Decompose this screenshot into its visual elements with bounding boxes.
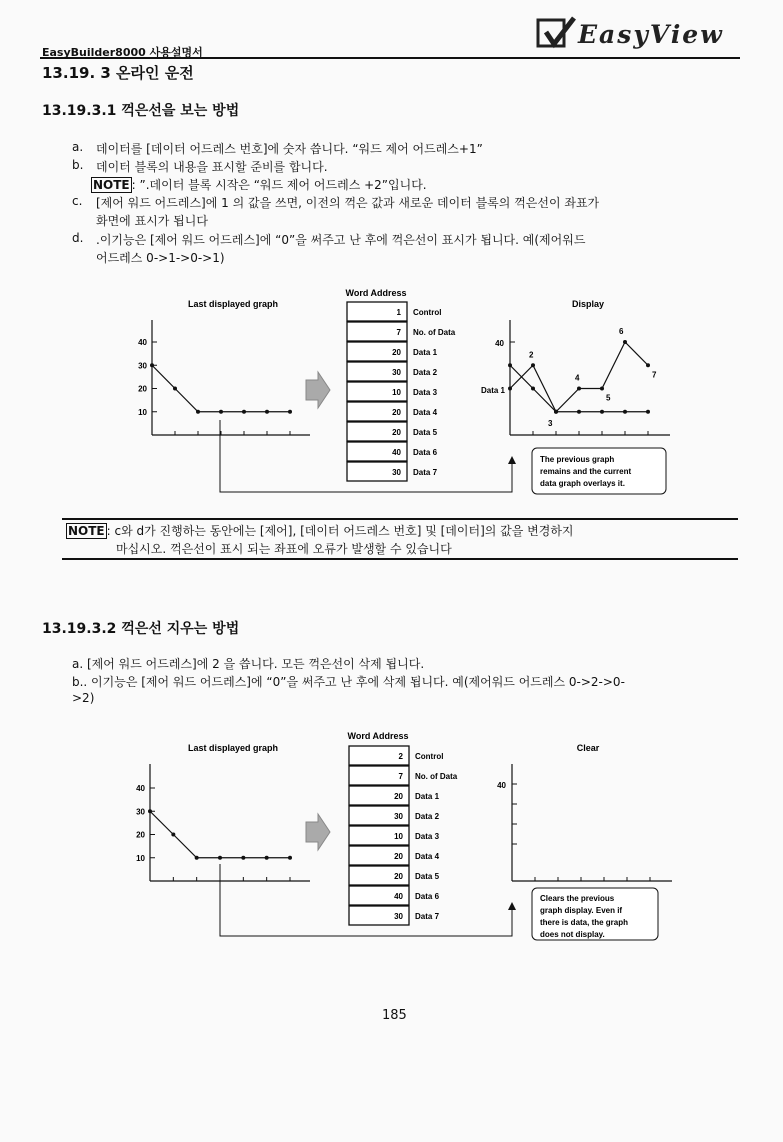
word-value: 20	[394, 792, 403, 801]
fig2-callout-line: Clears the previous	[540, 894, 615, 903]
previous-series-point	[623, 410, 627, 414]
item-d-text-1: .이기능은 [제어 워드 어드레스]에 “0”을 써주고 난 후에 꺽은선이 표시가 됩니다. 예(제어워드	[96, 233, 586, 247]
word-label: Data 1	[415, 792, 440, 801]
subsection-2-title: 13.19.3.2 꺽은선 지우는 방법	[42, 621, 240, 637]
last-series-point	[288, 856, 292, 860]
word-label: Data 5	[413, 428, 438, 437]
previous-series-point	[531, 387, 535, 391]
y-tick-label: 30	[138, 361, 147, 371]
manual-title: EasyBuilder8000 사용설명서	[42, 46, 203, 59]
item-d-text-2: 어드레스 0->1->0->1)	[96, 251, 225, 265]
note-2-label: NOTE	[68, 524, 105, 538]
last-series-point	[173, 387, 177, 391]
last-series-line	[150, 811, 290, 858]
current-series-point	[554, 410, 558, 414]
word-value: 10	[394, 832, 403, 841]
subsection-1-title: 13.19.3.1 꺽은선을 보는 방법	[42, 103, 240, 119]
fig2-left-title: Last displayed graph	[187, 743, 279, 753]
fig2-right-y40: 40	[497, 781, 506, 790]
fig1-word-title: Word Address	[345, 288, 407, 298]
y-tick-label: 40	[138, 338, 147, 347]
last-series-point	[265, 856, 269, 860]
current-series-point	[600, 387, 604, 391]
previous-series-point	[508, 363, 512, 367]
point-label: 2	[529, 350, 534, 360]
fig1-callout-line: remains and the current	[540, 467, 632, 476]
last-series-point	[150, 363, 154, 367]
point-label: 4	[575, 373, 580, 383]
fig1-right-title: Display	[571, 299, 605, 309]
word-label: No. of Data	[415, 772, 458, 781]
word-value: 7	[398, 772, 403, 781]
word-value: 7	[396, 328, 401, 337]
word-value: 2	[398, 752, 403, 761]
fig1-left-title: Last displayed graph	[187, 299, 279, 309]
fig1-callout-line: The previous graph	[540, 455, 615, 464]
word-label: Data 6	[413, 448, 438, 457]
note-2-text-2: 마십시오. 꺽은선이 표시 되는 좌표에 오류가 발생할 수 있습니다	[116, 542, 452, 556]
figure-1	[0, 280, 783, 500]
word-label: Control	[413, 308, 442, 317]
previous-series-point	[577, 410, 581, 414]
item-c-text-1: [제어 워드 어드레스]에 1 의 값을 쓰면, 이전의 꺽은 값과 새로운 데이터 블록의 꺽은선이 좌표가	[96, 196, 600, 210]
item-a-label: a.	[72, 140, 84, 154]
note-1-text: : ”.데이터 블록 시작은 “워드 제어 어드레스 +2”입니다.	[131, 178, 427, 192]
word-value: 40	[392, 448, 401, 457]
current-series-point	[531, 363, 535, 367]
item-c-text-2: 화면에 표시가 됩니다	[96, 214, 208, 228]
y-tick-label: 40	[136, 784, 145, 793]
fig2-callout-line: does not display.	[540, 930, 605, 939]
last-series-point	[171, 833, 175, 837]
last-series-point	[241, 856, 245, 860]
item-b-text: 데이터 블록의 내용을 표시할 준비를 합니다.	[96, 160, 328, 174]
word-label: Control	[415, 752, 444, 761]
word-value: 1	[396, 308, 401, 317]
word-value: 30	[394, 912, 403, 921]
fig2-word-title: Word Address	[347, 731, 409, 741]
note-1	[91, 176, 427, 193]
fig2-connector-arrow-icon	[508, 902, 516, 910]
current-series-point	[577, 387, 581, 391]
word-value: 30	[394, 812, 403, 821]
previous-series-point	[646, 410, 650, 414]
last-series-point	[219, 410, 223, 414]
y-tick-label: 20	[138, 384, 147, 394]
word-label: Data 5	[415, 872, 440, 881]
word-value: 20	[392, 348, 401, 357]
logo-text: EasyView	[578, 20, 724, 49]
item-d-label: d.	[72, 231, 84, 245]
fig1-callout-line: data graph overlays it.	[540, 479, 625, 488]
fig1-data1-label: Data 1	[480, 386, 505, 395]
word-value: 10	[392, 388, 401, 397]
y-tick-label: 10	[138, 407, 147, 417]
word-label: Data 3	[415, 832, 440, 841]
word-label: Data 4	[415, 852, 440, 861]
last-series-point	[196, 410, 200, 414]
word-label: Data 1	[413, 348, 438, 357]
word-value: 20	[394, 852, 403, 861]
word-label: Data 7	[415, 912, 440, 921]
sub2-item-b-2: >2)	[72, 691, 95, 705]
current-series-point	[508, 387, 512, 391]
y-tick-label: 30	[136, 807, 145, 817]
fig1-connector-arrow-icon	[508, 456, 516, 464]
previous-series-point	[600, 410, 604, 414]
point-label: 5	[606, 393, 611, 403]
easyview-logo	[534, 14, 734, 54]
y-tick-label: 10	[136, 853, 145, 863]
item-b-label: b.	[72, 158, 84, 172]
section-title: 13.19. 3 온라인 운전	[42, 64, 194, 82]
word-label: Data 4	[413, 408, 438, 417]
item-c-label: c.	[72, 194, 83, 208]
current-series-point	[623, 340, 627, 344]
figure-2	[0, 724, 783, 946]
note-2-top-rule	[62, 518, 738, 520]
note-2-bottom-rule	[62, 558, 738, 560]
current-series-point	[646, 363, 650, 367]
item-a-text: 데이터를 [데이터 어드레스 번호]에 숫자 씁니다. “워드 제어 어드레스+1”	[96, 142, 483, 156]
fig1-right-y40: 40	[495, 339, 504, 348]
word-value: 30	[392, 468, 401, 477]
last-series-point	[288, 410, 292, 414]
word-value: 20	[392, 428, 401, 437]
header-rule	[40, 57, 740, 59]
note-2-line-1	[66, 522, 574, 539]
fig2-callout-line: graph display. Even if	[540, 906, 623, 915]
last-series-point	[148, 809, 152, 813]
fig1-flow-arrow-icon	[306, 372, 330, 408]
page-number: 185	[382, 1008, 407, 1023]
last-series-point	[242, 410, 246, 414]
y-tick-label: 20	[136, 830, 145, 840]
word-value: 40	[394, 892, 403, 901]
fig2-right-title: Clear	[576, 743, 600, 753]
point-label: 6	[619, 327, 624, 336]
word-value: 20	[392, 408, 401, 417]
logo-mark-icon	[534, 14, 582, 54]
point-label: 7	[652, 370, 657, 380]
word-label: Data 2	[413, 368, 438, 377]
last-series-point	[218, 856, 222, 860]
word-label: Data 7	[413, 468, 438, 477]
last-series-point	[265, 410, 269, 414]
word-label: Data 2	[415, 812, 440, 821]
word-value: 20	[394, 872, 403, 881]
note-2-text-1: : c와 d가 진행하는 동안에는 [제어], [데이터 어드레스 번호] 및 [데이터]의 값을 변경하지	[106, 524, 574, 538]
word-label: Data 3	[413, 388, 438, 397]
sub2-item-a: a. [제어 워드 어드레스]에 2 을 씁니다. 모든 꺽은선이 삭제 됩니다.	[72, 657, 425, 671]
note-1-label: NOTE	[93, 178, 130, 192]
sub2-item-b-1: b.. 이기능은 [제어 워드 어드레스]에 “0”을 써주고 난 후에 삭제 됩니다. 예(제어워드 어드레스 0->2->0-	[72, 675, 625, 689]
fig2-flow-arrow-icon	[306, 814, 330, 850]
last-series-point	[195, 856, 199, 860]
word-label: Data 6	[415, 892, 440, 901]
point-label: 3	[548, 418, 553, 428]
fig2-callout-line: there is data, the graph	[540, 918, 629, 927]
word-value: 30	[392, 368, 401, 377]
last-series-line	[152, 365, 290, 412]
word-label: No. of Data	[413, 328, 456, 337]
